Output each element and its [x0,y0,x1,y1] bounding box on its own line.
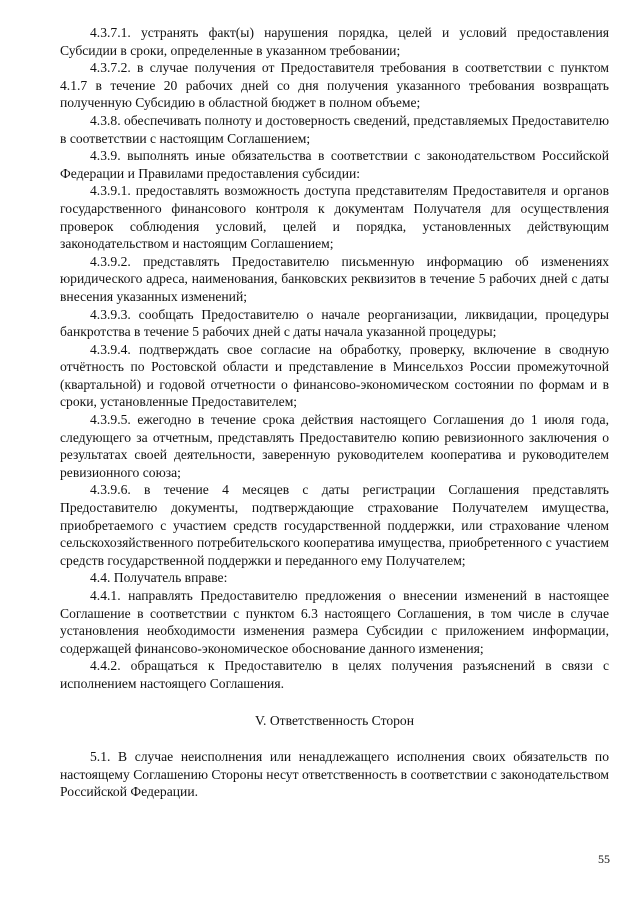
paragraph-4-3-9-3: 4.3.9.3. сообщать Предоставителю о начале реорганизации, ликвидации, процедуры банкротства в течение 5 рабочих дней с даты начала указанной процедуры; [60,306,609,340]
section-heading: V. Ответственность Сторон [254,712,414,728]
paragraph-4-3-8: 4.3.8. обеспечивать полноту и достоверность сведений, представляемых Предоставителю в соответствии с настоящим Соглашением; [60,112,609,146]
paragraph-4-3-7-1: 4.3.7.1. устранять факт(ы) нарушения порядка, целей и условий предоставления Субсидии в сроки, определенные в указанном требовании; [60,25,609,58]
paragraph-4-4: 4.4. Получатель вправе: [90,570,228,586]
paragraph-4-4-2: 4.4.2. обращаться к Предоставителю в целях получения разъяснений в связи с исполнением настоящего Соглашения. [60,658,609,691]
paragraph-4-3-7-2: 4.3.7.2. в случае получения от Предоставителя требования в соответствии с пунктом 4.1.7 в течение 20 рабочих дней со дня получения указанного требования возвращать полученную Субсидию в областной бюджет в полном объеме; [60,60,609,111]
paragraph-4-3-9-1: 4.3.9.1. предоставлять возможность доступа представителям Предоставителя и органов государственного финансового контроля к документам Получателя для осуществления проверок соблюдения условий, целей и порядка, установленных действующим законодательством и настоящим Соглашением; [60,183,609,252]
page-number: 55 [598,852,610,866]
paragraph-4-3-9-2: 4.3.9.2. представлять Предоставителю письменную информацию об изменениях юридического адреса, наименования, банковских реквизитов в течение 5 рабочих дней с даты внесения указанных изменений; [60,253,609,304]
paragraph-5-1: 5.1. В случае неисполнения или ненадлежащего исполнения своих обязательств по настоящему Соглашению Стороны несут ответственность в соответствии с законодательством Российской Федерации. [60,749,609,800]
paragraph-4-3-9-5: 4.3.9.5. ежегодно в течение срока действия настоящего Соглашения до 1 июля года, следующего за отчетным, представлять Предоставителю копию ревизионного заключения о результатах своей деятельности, заверенную руководителем кооператива и руководителем ревизионного союза; [60,412,609,480]
document-page [60,24,609,801]
paragraph-4-4-1: 4.4.1. направлять Предоставителю предложения о внесении изменений в настоящее Соглашение в соответствии с пунктом 6.3 настоящего Соглашения, в том числе в случае установления необходимости изменения размера Субсидии с приложением информации, содержащей финансово-экономическое обоснование данного изменения; [60,588,609,656]
paragraph-4-3-9: 4.3.9. выполнять иные обязательства в соответствии с законодательством Российской Федерации и Правилами предоставления субсидии: [60,148,609,181]
paragraph-4-3-9-4: 4.3.9.4. подтверждать свое согласие на обработку, проверку, включение в сводную отчётность по Ростовской области и представление в Минсельхоз России промежуточной (квартальной) и годовой отчетности о финансово-экономическом состоянии по формам и в сроки, установленные Предоставителем; [60,341,609,410]
paragraph-4-3-9-6: 4.3.9.6. в течение 4 месяцев с даты регистрации Соглашения представлять Предоставителю документы, подтверждающие страхование Получателем имущества, приобретаемого с участием средств государственной поддержки, или страхование членом сельскохозяйственного потребительского кооператива имущества, приобретенного с участием средств государственной поддержки и переданного ему Получателем; [60,482,609,568]
